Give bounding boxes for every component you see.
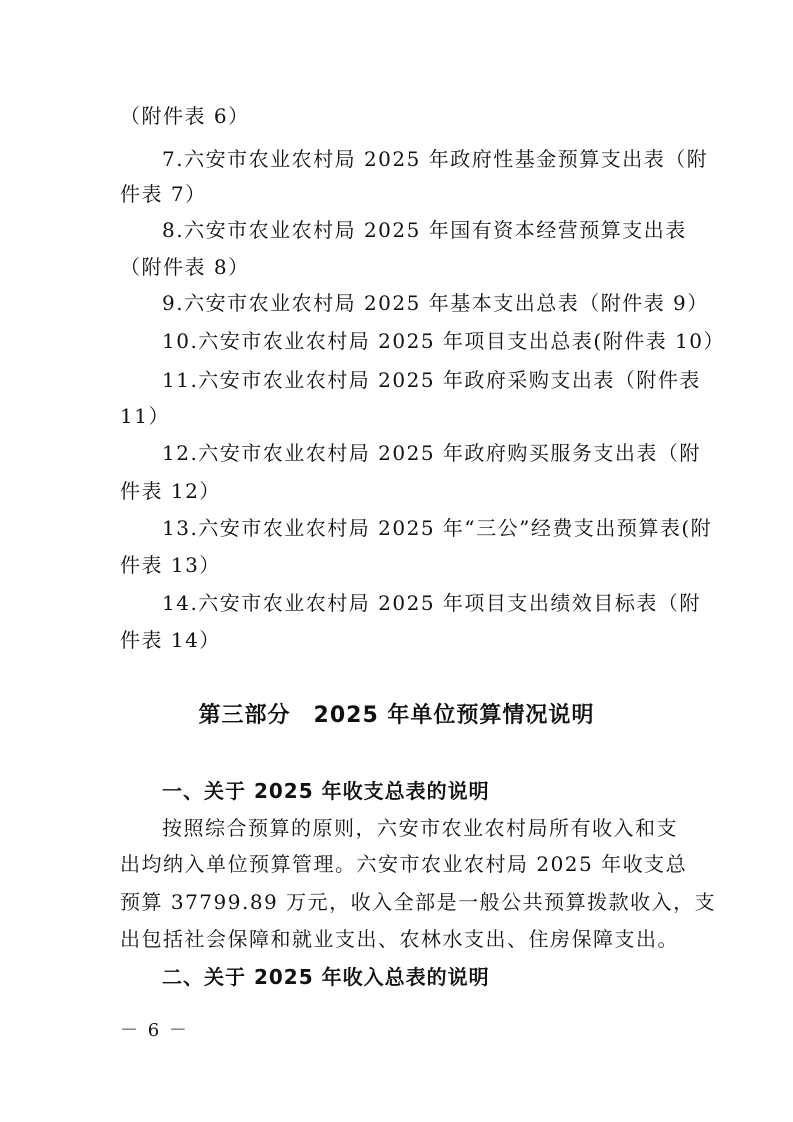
list-item-6-continuation: （附件表 6）: [120, 104, 250, 128]
part-1-paragraph-line-4: 出包括社会保障和就业支出、农林水支出、住房保障支出。: [120, 927, 679, 951]
part-1-paragraph-line-3: 预算 37799.89 万元，收入全部是一般公共预算拨款收入，支: [120, 890, 717, 914]
list-item-8-line-1: 8.六安市农业农村局 2025 年国有资本经营预算支出表: [162, 218, 687, 242]
list-item-7-line-2: 件表 7）: [120, 182, 207, 206]
list-item-7-line-1: 7.六安市农业农村局 2025 年政府性基金预算支出表（附: [162, 147, 709, 171]
list-item-11-line-2: 11）: [120, 404, 170, 428]
page-number: － 6 －: [120, 1020, 189, 1041]
list-item-14-line-1: 14.六安市农业农村局 2025 年项目支出绩效目标表（附: [162, 591, 701, 615]
part-1-paragraph-line-2: 出均纳入单位预算管理。六安市农业农村局 2025 年收支总: [120, 852, 688, 876]
part-1-paragraph-line-1: 按照综合预算的原则，六安市农业农村局所有收入和支: [162, 816, 678, 840]
list-item-14-line-2: 件表 14）: [120, 628, 221, 652]
list-item-12-line-2: 件表 12）: [120, 479, 221, 503]
part-2-heading: 二、关于 2025 年收入总表的说明: [162, 965, 490, 989]
list-item-13-line-2: 件表 13）: [120, 553, 221, 577]
list-item-8-line-2: （附件表 8）: [120, 255, 250, 279]
list-item-10: 10.六安市农业农村局 2025 年项目支出总表(附件表 10）: [162, 329, 726, 353]
part-1-heading: 一、关于 2025 年收支总表的说明: [162, 779, 490, 803]
list-item-11-line-1: 11.六安市农业农村局 2025 年政府采购支出表（附件表: [162, 368, 701, 392]
list-item-12-line-1: 12.六安市农业农村局 2025 年政府购买服务支出表（附: [162, 441, 701, 465]
list-item-13-line-1: 13.六安市农业农村局 2025 年“三公”经费支出预算表(附: [162, 516, 713, 540]
section-title: 第三部分 2025 年单位预算情况说明: [198, 703, 595, 728]
list-item-9: 9.六安市农业农村局 2025 年基本支出总表（附件表 9）: [162, 291, 709, 315]
